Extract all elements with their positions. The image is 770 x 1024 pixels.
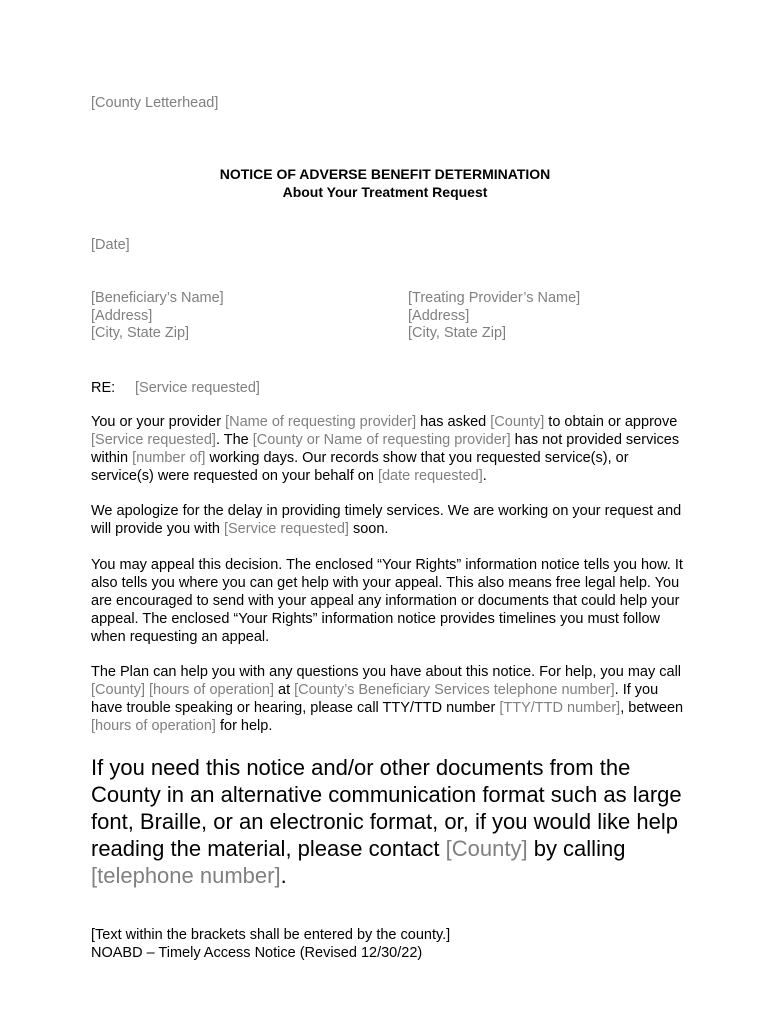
re-label: RE: bbox=[91, 380, 116, 396]
provider-city: [City, State Zip] bbox=[408, 325, 507, 341]
revision-note: NOABD – Timely Access Notice (Revised 12/30/22) bbox=[91, 945, 423, 961]
alternative-format-notice bbox=[91, 754, 691, 889]
placeholder-county-or-provider: [County or Name of requesting provider] bbox=[252, 431, 511, 448]
placeholder-requesting-provider: [Name of requesting provider] bbox=[225, 414, 417, 430]
bracket-instruction: [Text within the brackets shall be entered by the county.] bbox=[91, 927, 451, 943]
placeholder-beneficiary-services-phone: [County’s Beneficiary Services telephone number] bbox=[294, 681, 615, 698]
placeholder-hours-of-operation: [hours of operation] bbox=[91, 717, 216, 734]
beneficiary-name: [Beneficiary’s Name] bbox=[91, 290, 224, 306]
text-run: . bbox=[482, 467, 487, 484]
placeholder-number-of-days: [number of] bbox=[132, 449, 206, 466]
text-run: at bbox=[273, 681, 295, 698]
paragraph-help-contact bbox=[91, 664, 691, 736]
text-run: has not provided services within bbox=[91, 431, 680, 466]
placeholder-telephone-number: [telephone number] bbox=[91, 863, 281, 888]
provider-name: [Treating Provider’s Name] bbox=[408, 290, 581, 306]
paragraph-apology bbox=[91, 503, 691, 539]
notice-title bbox=[0, 165, 770, 201]
text-run: soon. bbox=[348, 520, 389, 537]
text-run: You or your provider bbox=[91, 414, 226, 430]
beneficiary-address-block bbox=[91, 290, 224, 343]
text-run: If you need this notice and/or other documents from the County in an alternative communication format such as large font, Braille, or an electronic format, or, if you would like help reading the material, please contact bbox=[91, 755, 682, 861]
notice-title-line2: About Your Treatment Request bbox=[282, 184, 488, 200]
text-run: has asked bbox=[416, 414, 491, 430]
text-run: We apologize for the delay in providing timely services. We are working on your request and will provide you with bbox=[91, 503, 682, 537]
placeholder-county: [County] bbox=[445, 836, 528, 861]
text-run: for help. bbox=[215, 717, 273, 734]
beneficiary-city: [City, State Zip] bbox=[91, 325, 190, 341]
beneficiary-address: [Address] bbox=[91, 307, 153, 324]
placeholder-county: [County] bbox=[490, 414, 545, 430]
placeholder-county: [County] bbox=[91, 681, 145, 698]
notice-title-line1: NOTICE OF ADVERSE BENEFIT DETERMINATION bbox=[219, 166, 551, 182]
placeholder-hours-of-operation: [hours of operation] bbox=[149, 681, 274, 698]
text-run: by calling bbox=[527, 836, 626, 861]
notice-date: [Date] bbox=[91, 237, 130, 253]
placeholder-tty-ttd-number: [TTY/TTD number] bbox=[499, 699, 621, 716]
re-line bbox=[91, 379, 260, 397]
text-run: The Plan can help you with any questions you have about this notice. For help, you may call bbox=[91, 664, 682, 680]
re-service: [Service requested] bbox=[135, 380, 260, 396]
placeholder-date-requested: [date requested] bbox=[377, 467, 483, 484]
text-run: to obtain or approve bbox=[544, 414, 678, 430]
county-letterhead: [County Letterhead] bbox=[91, 95, 219, 111]
paragraph-request-status bbox=[91, 414, 691, 486]
document-footer bbox=[91, 926, 450, 962]
provider-address-block bbox=[408, 290, 580, 343]
paragraph-appeal-rights: You may appeal this decision. The enclosed “Your Rights” information notice tells you how. It also tells you where you can get help with your appeal. This also means free legal help. You are encouraged to send with your appeal any information or documents that could help your appeal. The enclosed “Your Rights” information notice provides timelines you must follow when requesting an appeal. bbox=[91, 557, 683, 645]
text-run: , between bbox=[620, 699, 684, 716]
text-run: . bbox=[280, 863, 287, 888]
placeholder-service-requested: [Service requested] bbox=[91, 431, 216, 448]
text-run: working days. Our records show that you requested service(s), or service(s) were requested on your behalf on bbox=[91, 449, 629, 484]
text-run: . If you have trouble speaking or hearing, please call TTY/TTD number bbox=[91, 681, 659, 716]
text-run: . The bbox=[215, 431, 253, 448]
provider-address: [Address] bbox=[408, 307, 470, 324]
placeholder-service-requested: [Service requested] bbox=[223, 520, 349, 537]
